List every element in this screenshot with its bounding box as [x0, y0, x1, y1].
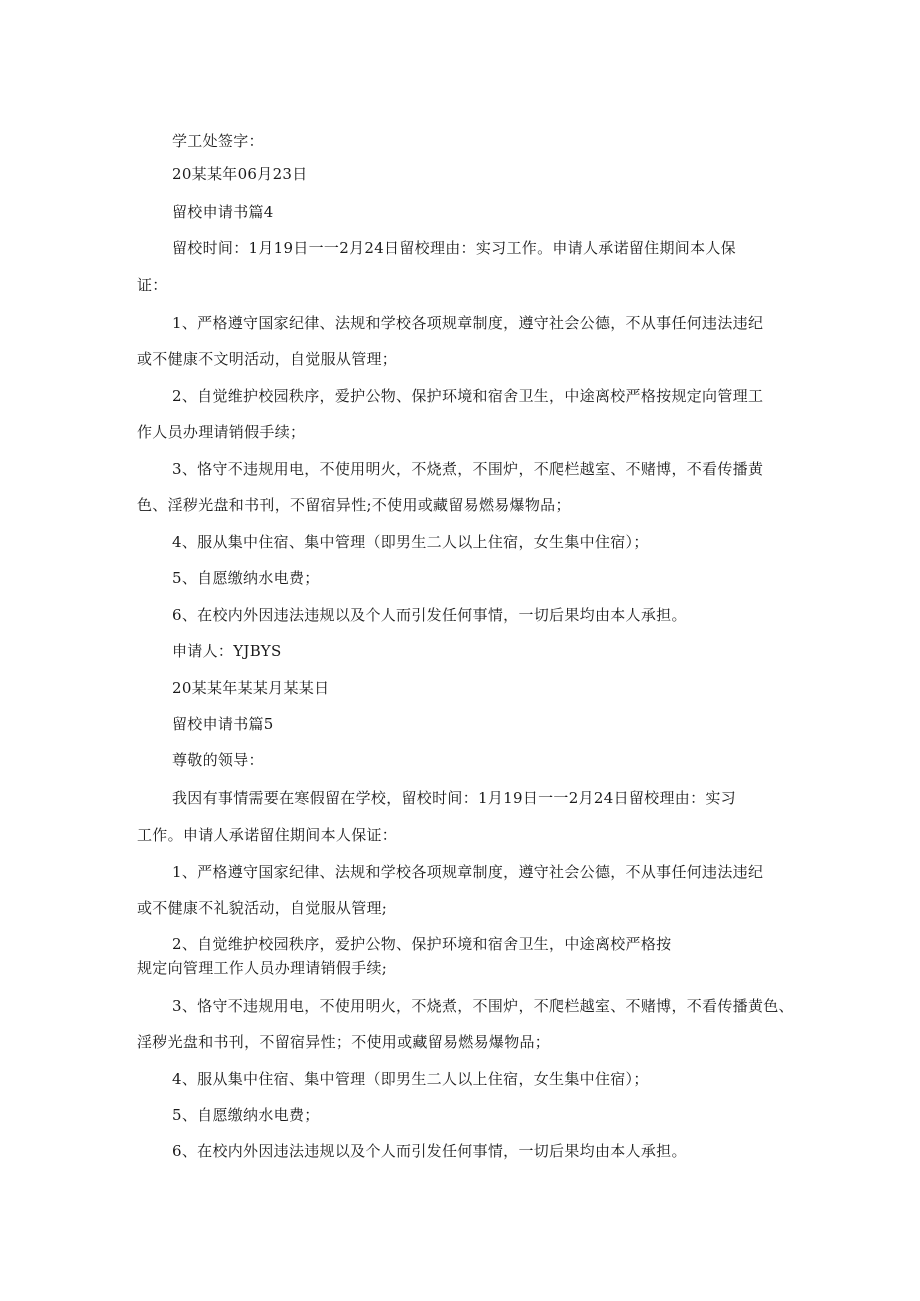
list-item-line: 或不健康不文明活动，自觉服从管理；: [137, 350, 398, 368]
list-item-line: 6、在校内外因违法违规以及个人而引发任何事情，一切后果均由本人承担。: [172, 1142, 687, 1160]
section-heading: 留校申请书篇5: [172, 715, 274, 733]
salutation: 尊敬的领导：: [172, 751, 264, 769]
list-item-line: 1、严格遵守国家纪律、法规和学校各项规章制度，遵守社会公德，不从事任何违法违纪: [172, 863, 764, 881]
list-item-line: 5、自愿缴纳水电费；: [172, 569, 320, 587]
paragraph-line: 证：: [137, 276, 168, 294]
list-item-line: 规定向管理工作人员办理请销假手续;: [137, 959, 388, 977]
paragraph-line: 我因有事情需要在寒假留在学校，留校时间：1月19日一一2月24日留校理由：实习: [172, 789, 736, 807]
list-item-line: 3、恪守不违规用电，不使用明火，不烧煮，不围炉，不爬栏越室、不赌博，不看传播黄: [172, 460, 764, 478]
paragraph-line: 工作。申请人承诺留住期间本人保证：: [137, 826, 398, 844]
list-item-line: 色、淫秽光盘和书刊，不留宿异性;不使用或藏留易燃易爆物品；: [137, 496, 571, 514]
list-item-line: 2、自觉维护校园秩序，爱护公物、保护环境和宿舍卫生，中途离校严格按: [172, 935, 672, 953]
list-item-line: 或不健康不礼貌活动，自觉服从管理;: [137, 899, 388, 917]
list-item-line: 2、自觉维护校园秩序，爱护公物、保护环境和宿舍卫生，中途离校严格按规定向管理工: [172, 387, 764, 405]
applicant-line: 申请人：YJBYS: [172, 642, 282, 660]
list-item-line: 4、服从集中住宿、集中管理（即男生二人以上住宿，女生集中住宿）；: [172, 533, 649, 551]
signature-label: 学工处签字：: [172, 132, 264, 150]
list-item-line: 6、在校内外因违法违规以及个人而引发任何事情，一切后果均由本人承担。: [172, 606, 687, 624]
list-item-line: 3、恪守不违规用电，不使用明火，不烧煮，不围炉，不爬栏越室、不赌博，不看传播黄色、: [172, 997, 794, 1015]
section-heading: 留校申请书篇4: [172, 203, 274, 221]
list-item-line: 5、自愿缴纳水电费；: [172, 1106, 320, 1124]
list-item-line: 淫秽光盘和书刊，不留宿异性；不使用或藏留易燃易爆物品；: [137, 1033, 551, 1051]
list-item-line: 1、严格遵守国家纪律、法规和学校各项规章制度，遵守社会公德，不从事任何违法违纪: [172, 314, 764, 332]
list-item-line: 作人员办理请销假手续；: [137, 423, 306, 441]
date-line: 20某某年06月23日: [172, 165, 308, 183]
date-line: 20某某年某某月某某日: [172, 679, 330, 697]
paragraph-line: 留校时间：1月19日一一2月24日留校理由：实习工作。申请人承诺留住期间本人保: [172, 239, 736, 257]
list-item-line: 4、服从集中住宿、集中管理（即男生二人以上住宿，女生集中住宿）；: [172, 1070, 649, 1088]
